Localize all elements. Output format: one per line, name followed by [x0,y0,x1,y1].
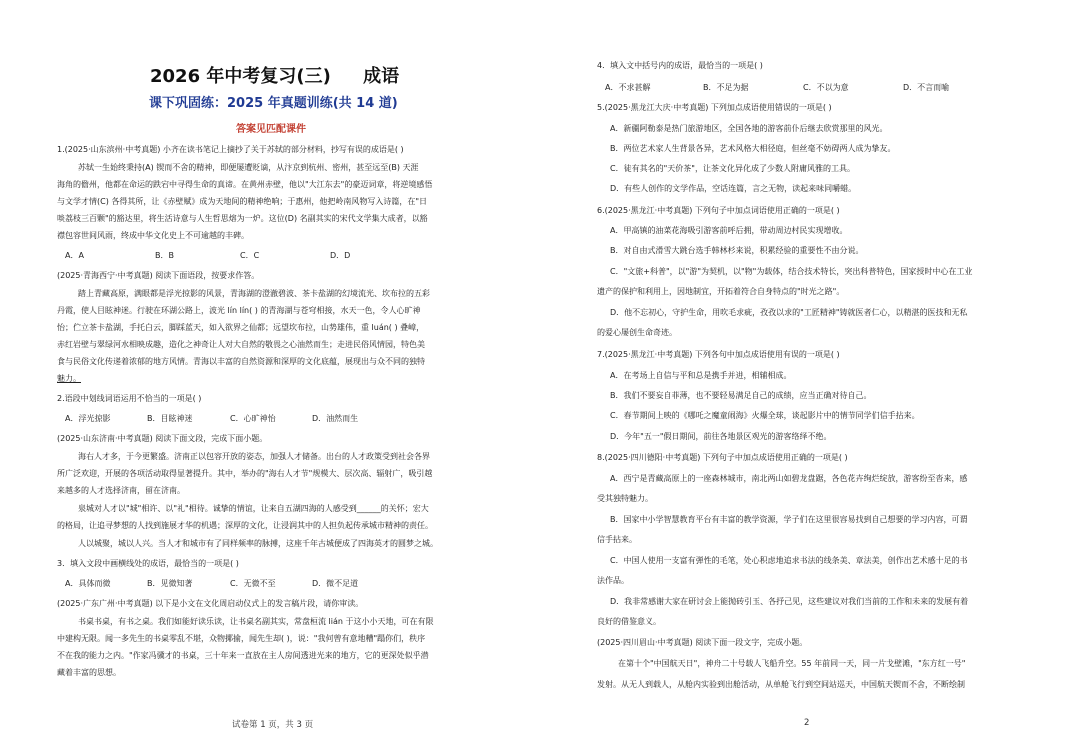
choice-continued: 法作品。 [597,576,629,585]
choice: A．甲高镇的油菜花海吸引游客前呼后拥，带动周边村民实现增收。 [610,226,848,235]
option: A．具体而微 [65,579,111,588]
option: C．心旷神怡 [230,414,276,423]
question-1-intro: 1.(2025·山东滨州·中考真题) 小齐在读书笔记上摘抄了关于苏轼的部分材料，抄写有误的成语是( ) [57,145,404,154]
choice: C．"文旅+科普"，以"游"为契机，以"物"为载体，结合技术特长，突出科普特色，国家授时中心在工业 [610,267,973,276]
answer-note: 答案见匹配课件 [236,124,306,135]
choice-continued: 信手拈来。 [597,535,637,544]
passage-2-line: 食与民俗文化传递着浓郁的地方风情。青海以丰富的自然资源和深厚的文化底蕴，展现出与众不同的独特 [57,357,425,366]
option: C．无微不至 [230,579,276,588]
choice: A．新疆阿勒泰是热门旅游地区，全国各地的游客前仆后继去欣赏那里的风光。 [610,124,888,133]
passage-1-line: 苏轼一生始终秉持(A) 锲而不舍的精神，即便屡遭贬谪，从汴京到杭州、密州，甚至远至(B) 天涯 [78,163,419,172]
choice-continued: 良好的借鉴意义。 [597,617,661,626]
choice: B．对自由式滑雪大跳台选手韩林杉来说，积累经验的重要性不由分说。 [610,246,864,255]
choice: A．西宁是青藏高原上的一座森林城市，南北两山如碧龙盘踞，各色花卉绚烂绽放，游客纷至沓来，感 [610,474,968,483]
question-8: 8.(2025·四川德阳·中考真题) 下列句子中加点成语使用正确的一项是( ) [597,453,848,462]
choice: B．我们不要妄自菲薄，也不要轻易满足自己的成绩，应当正确对待自己。 [610,391,872,400]
option: C．不以为意 [803,83,849,92]
passage-2-line: 踏上青藏高原，满眼都是浮光掠影的风景，青海湖的澄澈碧波、茶卡盐湖的幻境流光、坎布拉的五彩 [78,289,430,298]
passage-3-line: 来越多的人才选择济南，留在济南。 [57,486,185,495]
page-footer: 2 [804,718,810,728]
title-sub: 成语 [363,66,400,87]
question-3: 3．填入文段中画横线处的成语，最恰当的一项是( ) [57,559,239,568]
passage-3-line: 所广泛欢迎，开展的各项活动取得显著提升。其中，举办的"海右人才节"规模大、层次高、辐射广，吸引越 [57,469,433,478]
question-2: 2.语段中划线词语运用不恰当的一项是( ) [57,394,202,403]
choice-continued: 的爱心屡创生命奇迹。 [597,328,677,337]
choice: D．他不忘初心，守护生命，用吹毛求疵，孜孜以求的"工匠精神"铸就医者仁心，以精湛的医技和无私 [610,308,968,317]
option: C．C [240,251,260,260]
document-subtitle: 课下巩固练：2025 年真题训练(共 14 道) [149,96,398,111]
choice: C．徒有其名的"天价茶"，让茶文化异化成了少数人附庸风雅的工具。 [610,164,855,173]
option: A．A [65,251,84,260]
passage-1-line: 与文学才情(C) 各得其所，让《赤壁赋》成为天地间的精神绝响；于惠州，他把岭南风物写入诗篇，在"日 [57,197,428,206]
option: B．见微知著 [147,579,193,588]
passage-2-line: 怡；伫立茶卡盐湖，手托白云，脚踩蓝天，如入欲界之仙都；远望坎布拉，山势雄伟，重 luán( ) 叠嶂， [57,323,425,332]
option: D．微不足道 [312,579,359,588]
question-4: 4．填入文中括号内的成语，最恰当的一项是( ) [597,61,763,70]
passage-4-line: 中建构无限。闻一多先生的书桌零乱不堪，众物揶揄，闻先生却( )，说："我何曾有意地糟"蹋你们，秩序 [57,634,426,643]
choice-continued: 受其独特魅力。 [597,494,653,503]
choice: B．国家中小学智慧教育平台有丰富的教学资源，学子们在这里很容易找到自己想要的学习内容，可谓 [610,515,968,524]
passage-3-line: 的格局，让追寻梦想的人找到施展才华的机遇；深厚的文化，让浸润其中的人担负起传承城市精神的责任。 [57,521,433,530]
passage-4-line: 不在我的能力之内。"作家冯骥才的书桌，三十年来一直放在主人房间透进光来的地方，它的更深处似乎潜 [57,651,429,660]
choice: D．有些人创作的文学作品，空话连篇，言之无物，读起来味同嚼蜡。 [610,184,857,193]
section-intro: (2025·山东济南·中考真题) 阅读下面文段，完成下面小题。 [57,434,268,443]
passage-3-line: 人以城聚，城以人兴。当人才和城市有了同样频率的脉搏，这座千年古城便成了四海英才的圆梦之城。 [78,539,438,548]
passage-1-line: 海角的儋州，他都在命运的跌宕中寻得生命的真谛。在黄州赤壁，他以"大江东去"的豪迈词章，将逆境感悟 [57,180,433,189]
passage-3-line: 海右人才多，于今更繁盛。济南正以包容开放的姿态，加强人才储备。出台的人才政策受到社会各界 [78,452,430,461]
document-title [150,62,399,88]
choice: C．中国人使用一支富有弹性的毛笔，处心积虑地追求书法的线条美、章法美，创作出艺术感十足的书 [610,556,968,565]
choice: A．在考场上自信与平和总是携手并进，相辅相成。 [610,371,792,380]
option: B．目眩神迷 [147,414,193,423]
passage-4-line: 书桌书桌，有书之桌。我们如能好读乐读，让书桌名副其实，常盘桓流 lián 于这小小天地，可在有限 [78,617,434,626]
choice: B．两位艺术家人生背景各异，艺术风格大相径庭，但丝毫不妨碍两人成为挚友。 [610,144,896,153]
passage-4-line: 藏着丰富的思想。 [57,668,121,677]
option: B．B [155,251,174,260]
passage-2-line: 丹霞，使人目眩神迷。行驶在环湖公路上，波光 lín lín( ) 的青海湖与苍穹相接，水天一色，令人心旷神 [57,306,421,315]
question-5: 5.(2025·黑龙江大庆·中考真题) 下列加点成语使用错误的一项是( ) [597,103,832,112]
section-intro: (2025·青海西宁·中考真题) 阅读下面语段，按要求作答。 [57,271,260,280]
option: D．不言而喻 [903,83,950,92]
option: B．不足为据 [703,83,749,92]
section-intro: (2025·广东广州·中考真题) 以下是小文在文化周启动仪式上的发言稿片段，请你审读。 [57,599,364,608]
question-7: 7.(2025·黑龙江·中考真题) 下列各句中加点成语使用有误的一项是( ) [597,350,840,359]
passage-2-line: 赤红岩壁与翠绿河水相映成趣，造化之神奇让人对大自然的敬畏之心油然而生；走进民俗风情园，特色美 [57,340,425,349]
option: A．浮光掠影 [65,414,111,423]
choice: C．春节期间上映的《哪吒之魔童闹海》火爆全球，谈起影片中的情节同学们信手拈来。 [610,411,920,420]
page-footer: 试卷第 1 页，共 3 页 [232,720,314,730]
passage-2-end: 魅力。 [57,374,81,383]
option: D．油然而生 [312,414,359,423]
passage-5-line: 在第十个"中国航天日"，神舟二十号载人飞船升空。55 年前同一天，同一片戈壁滩，"东方红一号" [618,659,966,668]
option: A．不求甚解 [605,83,651,92]
passage-1-line: 啖荔枝三百颗"的豁达里，将生活诗意与人生哲思熔为一炉。这位(D) 名副其实的宋代文学集大成者，以豁 [57,214,428,223]
choice: D．今年"五一"假日期间，前往各地景区观光的游客络绎不绝。 [610,432,832,441]
right-page [540,0,1080,756]
choice-continued: 遗产的保护和利用上，因地制宜，开拓着符合自身特点的"时光之路"。 [597,287,845,296]
title-main: 2026 年中考复习(三) [150,66,331,87]
question-6: 6.(2025·黑龙江·中考真题) 下列句子中加点词语使用正确的一项是( ) [597,206,840,215]
choice: D．我非常感谢大家在研讨会上能抛砖引玉、各抒己见，这些建议对我们当前的工作和未来的发展有着 [610,597,969,606]
section-intro: (2025·四川眉山·中考真题) 阅读下面一段文字，完成小题。 [597,638,808,647]
passage-5-line: 发射。从无人到载人，从舱内实验到出舱活动，从单舱飞行到空间站巡天，中国航天锲而不舍，不断绘制 [597,680,965,689]
option: D．D [330,251,351,260]
passage-1-line: 襟包容世间风雨，终成中华文化史上不可逾越的丰碑。 [57,231,249,240]
passage-3-line: 泉城对人才以"城"相许、以"礼"相待。诚挚的情谊，让来自五湖四海的人感受到______的关怀；宏大 [78,504,429,513]
